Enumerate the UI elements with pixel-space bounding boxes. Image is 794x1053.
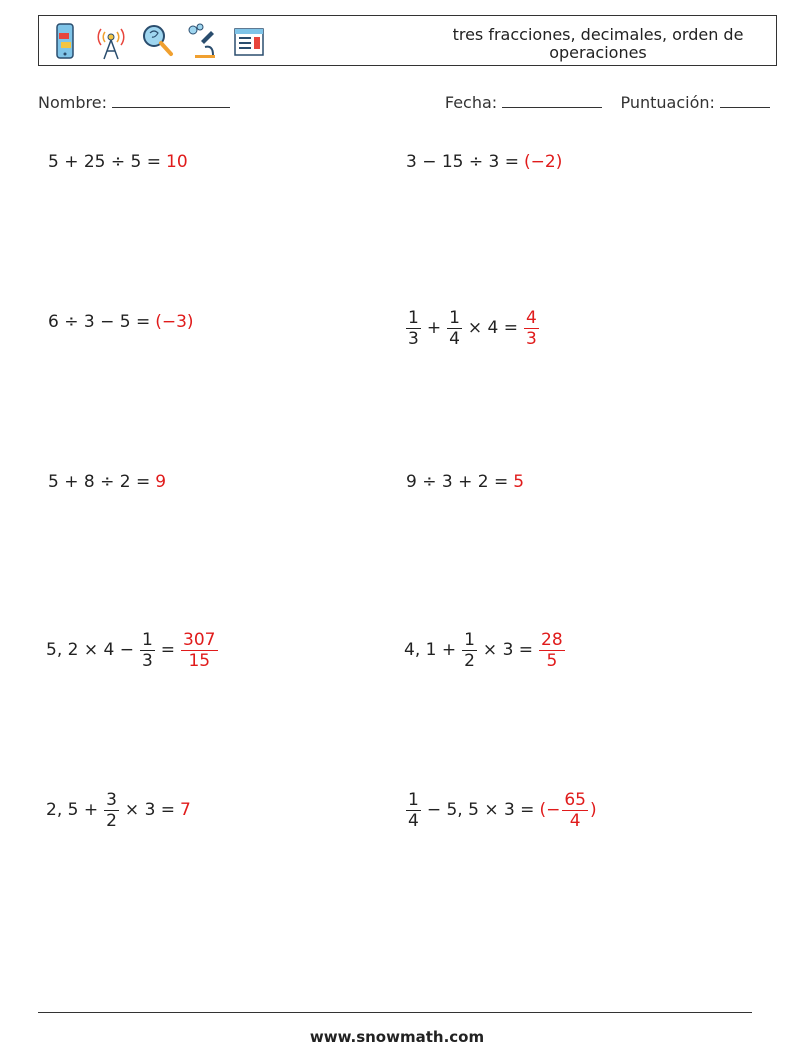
fraction — [406, 790, 421, 831]
problem-8 — [404, 620, 567, 680]
answer-numerator: 65 — [564, 789, 586, 810]
problem-expression-rest: × 3 = — [124, 800, 176, 820]
fraction-denominator: 4 — [408, 810, 419, 831]
problem-expression-rest: − 5, 5 × 3 = — [426, 800, 535, 820]
answer-denominator: 5 — [546, 650, 558, 671]
problem-4 — [404, 298, 541, 358]
problem-answer: 10 — [166, 152, 188, 172]
name-field — [38, 93, 230, 112]
worksheet-header — [38, 15, 777, 66]
problem-expression: 3 − 15 ÷ 3 = — [406, 152, 520, 172]
name-label: Nombre: — [38, 93, 107, 112]
fraction-numerator: 1 — [464, 629, 475, 650]
date-score-fields — [445, 93, 770, 112]
problem-3 — [48, 292, 194, 352]
problem-6 — [406, 452, 524, 512]
problem-answer — [181, 630, 217, 671]
answer-numerator: 28 — [541, 629, 563, 650]
score-blank — [720, 93, 770, 108]
magnifier-icon — [139, 21, 175, 61]
problem-9 — [46, 780, 191, 840]
answer-denominator: 15 — [188, 650, 211, 671]
problem-expression: 6 ÷ 3 − 5 = — [48, 312, 151, 332]
name-blank — [112, 93, 230, 108]
fraction-numerator: 1 — [449, 307, 460, 328]
fraction-denominator: 4 — [449, 328, 460, 349]
answer-close-paren: ) — [589, 800, 597, 820]
fraction — [406, 308, 421, 349]
operator: + — [426, 318, 442, 338]
fraction-numerator: 1 — [141, 629, 153, 650]
problem-1 — [48, 132, 188, 192]
news-list-icon — [231, 21, 267, 61]
fraction-numerator: 1 — [408, 307, 419, 328]
fraction-denominator: 2 — [106, 810, 117, 831]
footer-url: www.snowmath.com — [309, 1028, 485, 1046]
problem-5 — [48, 452, 166, 512]
date-blank — [502, 93, 602, 108]
fraction-denominator: 2 — [464, 650, 475, 671]
fraction — [140, 630, 155, 671]
problem-answer — [524, 308, 539, 349]
fraction — [447, 308, 462, 349]
header-icons — [47, 20, 267, 62]
radio-tower-icon — [93, 21, 129, 61]
problem-expression: 4, 1 + — [404, 640, 457, 660]
problem-answer: 7 — [180, 800, 191, 820]
score-label: Puntuación: — [620, 93, 715, 112]
footer-divider — [38, 1012, 752, 1013]
date-label: Fecha: — [444, 93, 498, 112]
problem-2 — [406, 132, 562, 192]
answer-denominator: 3 — [526, 328, 537, 349]
problem-answer: 5 — [513, 472, 525, 492]
answer-denominator: 4 — [569, 810, 581, 831]
answer-open-paren: (− — [539, 800, 561, 820]
problem-answer — [539, 630, 565, 671]
problem-expression: × 4 = — [467, 318, 519, 338]
problem-expression: 2, 5 + — [46, 800, 99, 820]
problem-answer: (−3) — [155, 312, 194, 332]
fraction — [462, 630, 477, 671]
fraction — [104, 790, 119, 831]
answer-numerator: 4 — [526, 307, 537, 328]
mobile-app-icon — [47, 21, 83, 61]
worksheet-title: tres fracciones, decimales, orden de operaciones — [452, 25, 744, 62]
fraction-numerator: 3 — [106, 789, 117, 810]
problem-answer: 9 — [155, 472, 167, 492]
fraction-denominator: 3 — [408, 328, 419, 349]
microscope-icon — [185, 21, 221, 61]
fraction-denominator: 3 — [141, 650, 153, 671]
problem-expression-rest: × 3 = — [482, 640, 534, 660]
problem-answer: (−2) — [524, 152, 563, 172]
problem-expression: 9 ÷ 3 + 2 = — [406, 472, 509, 492]
problem-expression-rest: = — [160, 640, 176, 660]
problem-7 — [46, 620, 220, 680]
answer-numerator: 307 — [183, 629, 216, 650]
fraction-numerator: 1 — [408, 789, 419, 810]
problem-answer — [562, 790, 588, 831]
problem-expression: 5, 2 × 4 − — [46, 640, 134, 660]
problem-expression: 5 + 25 ÷ 5 = — [48, 152, 162, 172]
problem-10 — [404, 780, 597, 840]
problem-expression: 5 + 8 ÷ 2 = — [48, 472, 151, 492]
